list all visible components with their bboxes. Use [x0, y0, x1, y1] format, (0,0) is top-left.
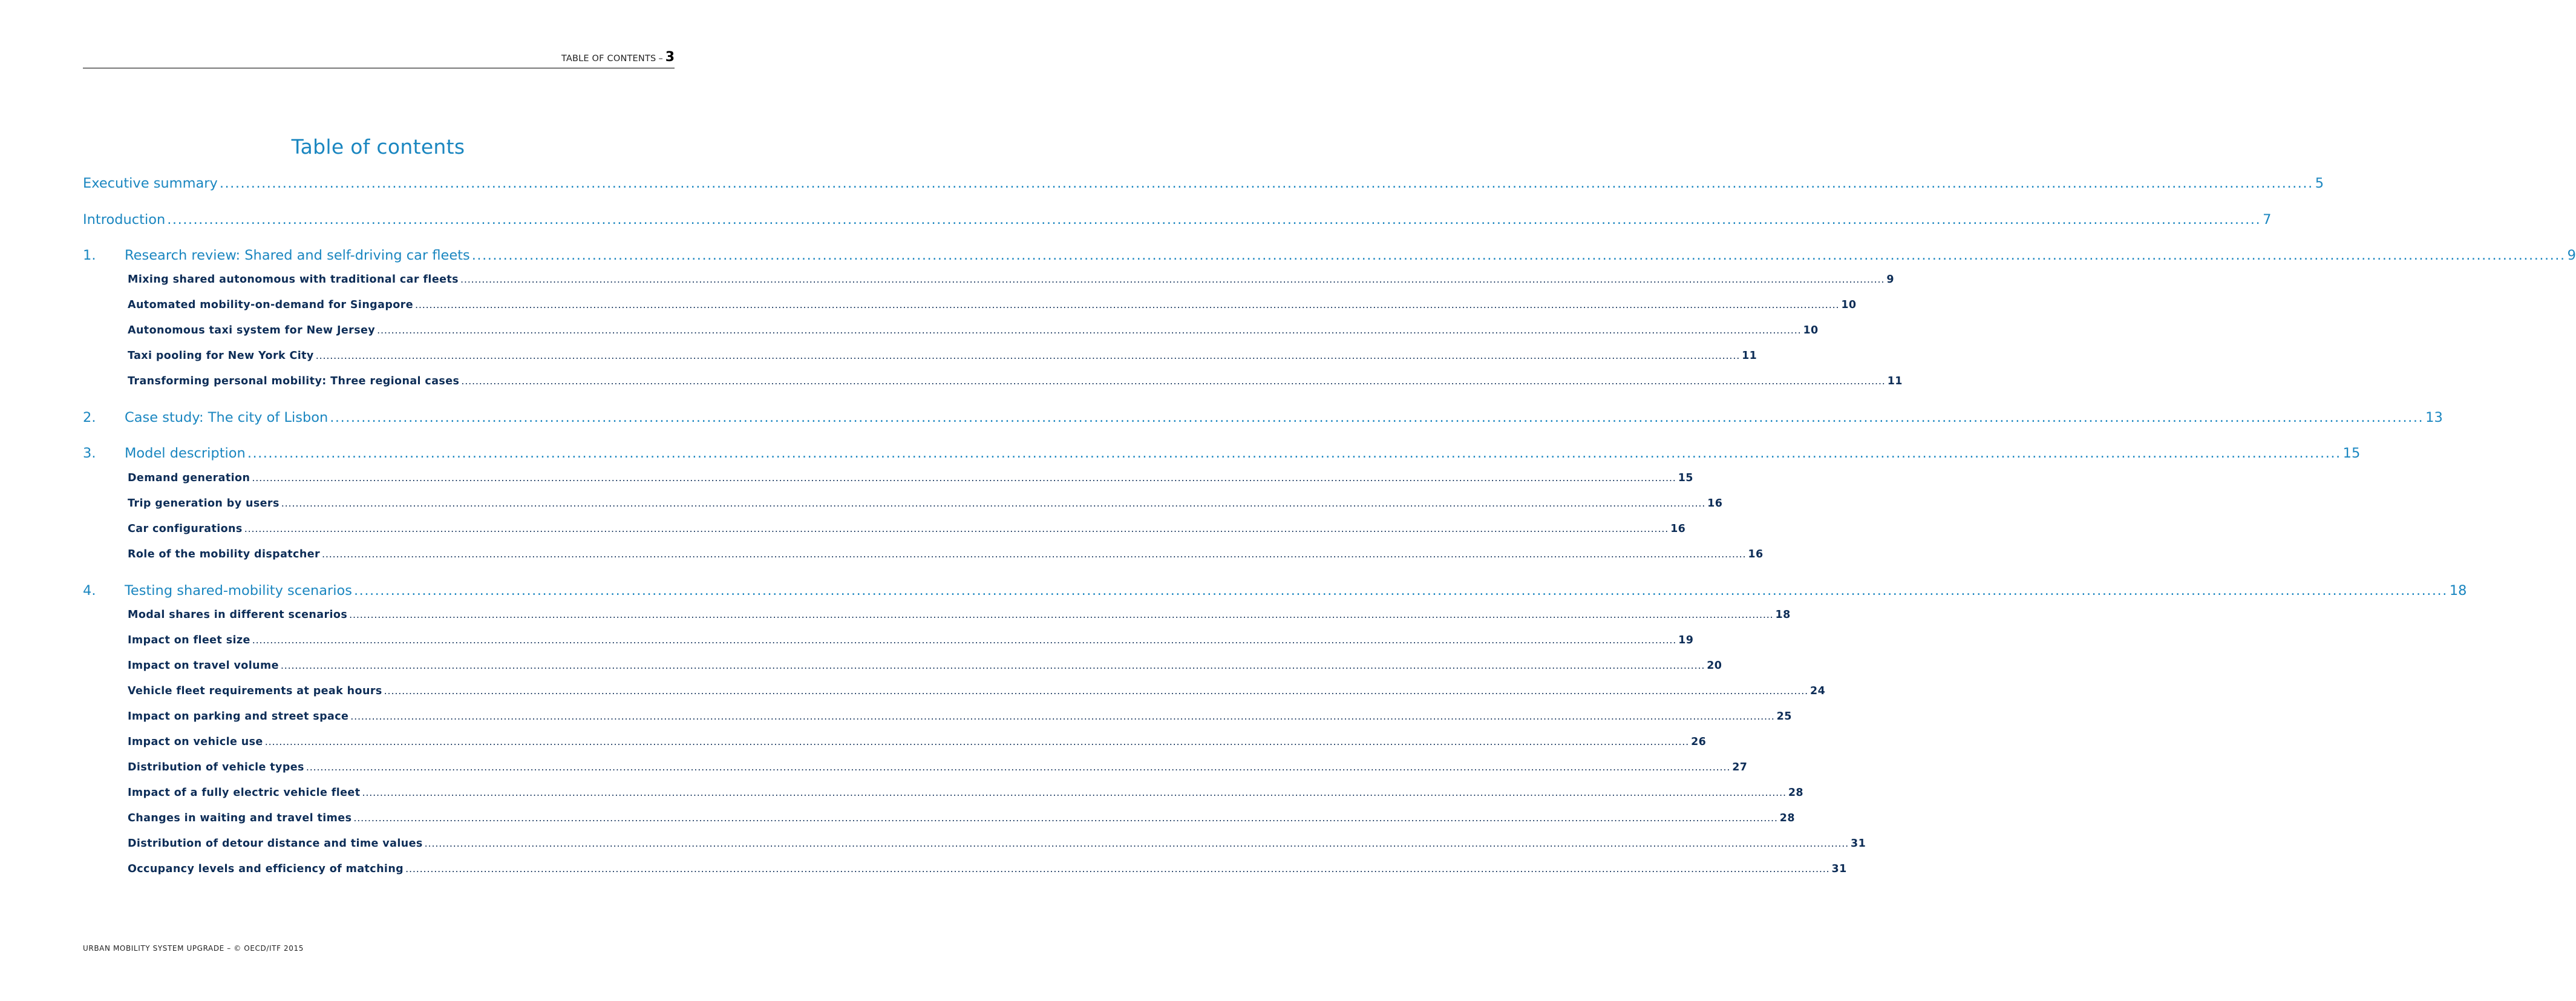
toc-chapter-entry[interactable]	[83, 176, 2324, 191]
toc-entry-title: Impact on vehicle use	[128, 736, 263, 748]
toc-dot-leader: ................................................................................................................................................................................................................................................................................................................................................................................................................	[264, 736, 1690, 747]
toc-entry-title: Case study: The city of Lisbon	[125, 410, 329, 425]
toc-page-number: 15	[1678, 472, 1693, 484]
toc-chapter-entry[interactable]	[83, 212, 2272, 228]
toc-page-number: 26	[1691, 736, 1707, 748]
toc-section-entry[interactable]	[128, 609, 1791, 621]
toc-chapter-entry[interactable]	[83, 445, 2361, 461]
toc-section-entry[interactable]	[128, 787, 1803, 799]
toc-entry-title: Autonomous taxi system for New Jersey	[128, 324, 376, 336]
toc-dot-leader: ................................................................................................................................................................................................................................................................................................................................................................................................................	[362, 787, 1787, 798]
toc-entry-title: Mixing shared autonomous with traditional car fleets	[128, 274, 459, 286]
toc-dot-leader: ................................................................................................................................................................................................................................................................................................................................................................................................................	[280, 660, 1705, 671]
toc-chapter-entry[interactable]	[83, 248, 2576, 263]
toc-entry-title: Impact on travel volume	[128, 660, 279, 672]
toc-page-number: 31	[1831, 863, 1847, 875]
toc-chapter-number: 1.	[83, 248, 96, 263]
toc-dot-leader: ................................................................................................................................................................................................................................................................................................................................................................................................................	[244, 523, 1669, 534]
toc-page-number: 20	[1707, 660, 1722, 672]
toc-page-number: 16	[1707, 497, 1723, 510]
toc-section-entry[interactable]	[128, 863, 1847, 875]
running-header-separator: –	[658, 54, 663, 64]
toc-dot-leader: ................................................................................................................................................................................................................................................................................................................................................................................................................	[322, 548, 1747, 560]
toc-section-entry[interactable]	[128, 548, 1764, 560]
toc-page-number: 19	[1678, 634, 1694, 646]
toc-entry-title: Distribution of vehicle types	[128, 761, 304, 773]
toc-section-entry[interactable]	[128, 761, 1748, 773]
toc-page-number: 13	[2425, 410, 2443, 425]
toc-entry-title: Changes in waiting and travel times	[128, 812, 352, 824]
toc-dot-leader: ................................................................................................................................................................................................................................................................................................................................................................................................................	[315, 350, 1741, 361]
toc-section-entry[interactable]	[128, 274, 1894, 286]
toc-dot-leader: ................................................................................................................................................................................................................................................................................................................................................................................................................	[405, 863, 1830, 875]
running-header-label: TABLE OF CONTENTS	[561, 54, 656, 64]
toc-dot-leader: ................................................................................................................................................................................................................................................................................................................................................................................................................	[471, 248, 2566, 263]
toc-page-number: 10	[1803, 324, 1819, 336]
toc-dot-leader: ................................................................................................................................................................................................................................................................................................................................................................................................................	[247, 445, 2341, 461]
toc-entry-title: Taxi pooling for New York City	[128, 350, 314, 362]
toc-section-entry[interactable]	[128, 685, 1826, 697]
toc-dot-leader: ................................................................................................................................................................................................................................................................................................................................................................................................................	[281, 497, 1706, 509]
toc-dot-leader: ................................................................................................................................................................................................................................................................................................................................................................................................................	[460, 274, 1885, 285]
toc-entry-title: Vehicle fleet requirements at peak hours	[128, 685, 382, 697]
toc-chapter-entry[interactable]	[83, 583, 2467, 599]
toc-page-number: 16	[1670, 523, 1686, 535]
toc-section-entry[interactable]	[128, 324, 1819, 336]
toc-entry-title: Impact of a fully electric vehicle fleet	[128, 787, 361, 799]
toc-dot-leader: ................................................................................................................................................................................................................................................................................................................................................................................................................	[167, 212, 2261, 228]
toc-entry-title: Distribution of detour distance and time values	[128, 838, 423, 850]
toc-section-entry[interactable]	[128, 299, 1857, 311]
page-footer: URBAN MOBILITY SYSTEM UPGRADE – © OECD/ITF 2015	[83, 944, 304, 953]
toc-dot-leader: ................................................................................................................................................................................................................................................................................................................................................................................................................	[350, 711, 1775, 722]
toc-page-number: 15	[2342, 445, 2361, 461]
toc-entry-title: Impact on parking and street space	[128, 711, 349, 723]
toc-page-number: 18	[1775, 609, 1791, 621]
toc-entry-title: Testing shared-mobility scenarios	[125, 583, 353, 599]
toc-entry-title: Occupancy levels and efficiency of matching	[128, 863, 404, 875]
toc-section-entry[interactable]	[128, 838, 1866, 850]
toc-dot-leader: ................................................................................................................................................................................................................................................................................................................................................................................................................	[252, 634, 1677, 646]
toc-entry-title: Research review: Shared and self-driving car fleets	[125, 248, 470, 263]
toc-page-number: 31	[1851, 838, 1866, 850]
toc-page-number: 27	[1732, 761, 1748, 773]
toc-page-number: 7	[2263, 212, 2272, 228]
toc-dot-leader: ................................................................................................................................................................................................................................................................................................................................................................................................................	[349, 609, 1774, 620]
toc-page-number: 9	[1886, 274, 1894, 286]
toc-section-entry[interactable]	[128, 812, 1795, 824]
running-header	[83, 50, 675, 68]
toc-section-entry[interactable]	[128, 711, 1792, 723]
toc-dot-leader: ................................................................................................................................................................................................................................................................................................................................................................................................................	[354, 583, 2448, 599]
toc-dot-leader: ................................................................................................................................................................................................................................................................................................................................................................................................................	[414, 299, 1840, 310]
toc-section-entry[interactable]	[128, 634, 1694, 646]
toc-section-entry[interactable]	[128, 736, 1707, 748]
toc-page-number: 11	[1887, 375, 1903, 387]
toc-entry-title: Executive summary	[83, 176, 218, 191]
toc-dot-leader: ................................................................................................................................................................................................................................................................................................................................................................................................................	[330, 410, 2424, 425]
toc-entry-title: Introduction	[83, 212, 166, 228]
toc-entry-title: Automated mobility-on-demand for Singapore	[128, 299, 413, 311]
toc-dot-leader: ................................................................................................................................................................................................................................................................................................................................................................................................................	[424, 838, 1849, 849]
toc-entry-title: Impact on fleet size	[128, 634, 250, 646]
toc-page-number: 24	[1810, 685, 1826, 697]
toc-page-number: 18	[2449, 583, 2467, 599]
toc-page-number: 5	[2315, 176, 2324, 191]
toc-entry-title: Modal shares in different scenarios	[128, 609, 348, 621]
toc-page-number: 9	[2567, 248, 2576, 263]
toc-section-entry[interactable]	[128, 472, 1693, 484]
toc-page-number: 16	[1748, 548, 1764, 560]
toc-dot-leader: ................................................................................................................................................................................................................................................................................................................................................................................................................	[252, 472, 1676, 484]
toc-dot-leader: ................................................................................................................................................................................................................................................................................................................................................................................................................	[377, 324, 1802, 336]
toc-entry-title: Demand generation	[128, 472, 250, 484]
toc-dot-leader: ................................................................................................................................................................................................................................................................................................................................................................................................................	[461, 375, 1886, 387]
toc-dot-leader: ................................................................................................................................................................................................................................................................................................................................................................................................................	[306, 761, 1731, 773]
toc-section-entry[interactable]	[128, 497, 1723, 510]
toc-dot-leader: ................................................................................................................................................................................................................................................................................................................................................................................................................	[353, 812, 1778, 824]
toc-section-entry[interactable]	[128, 375, 1903, 387]
toc-chapter-number: 3.	[83, 445, 96, 461]
page-title: Table of contents	[291, 135, 465, 159]
toc-entry-title: Role of the mobility dispatcher	[128, 548, 320, 560]
toc-page-number: 11	[1742, 350, 1757, 362]
toc-entry-title: Car configurations	[128, 523, 243, 535]
toc-dot-leader: ................................................................................................................................................................................................................................................................................................................................................................................................................	[219, 176, 2313, 191]
toc-chapter-number: 4.	[83, 583, 96, 599]
toc-page-number: 28	[1788, 787, 1803, 799]
toc-entry-title: Transforming personal mobility: Three regional cases	[128, 375, 460, 387]
toc-section-entry[interactable]	[128, 350, 1757, 362]
toc-page-number: 10	[1841, 299, 1857, 311]
toc-section-entry[interactable]	[128, 523, 1686, 535]
toc-chapter-number: 2.	[83, 410, 96, 425]
toc-page-number: 28	[1779, 812, 1795, 824]
toc-chapter-entry[interactable]	[83, 410, 2443, 425]
toc-entry-title: Trip generation by users	[128, 497, 280, 510]
toc-section-entry[interactable]	[128, 660, 1722, 672]
toc-dot-leader: ................................................................................................................................................................................................................................................................................................................................................................................................................	[384, 685, 1809, 697]
toc-page-number: 25	[1776, 711, 1792, 723]
running-header-page-number: 3	[665, 50, 675, 65]
toc-entry-title: Model description	[125, 445, 246, 461]
